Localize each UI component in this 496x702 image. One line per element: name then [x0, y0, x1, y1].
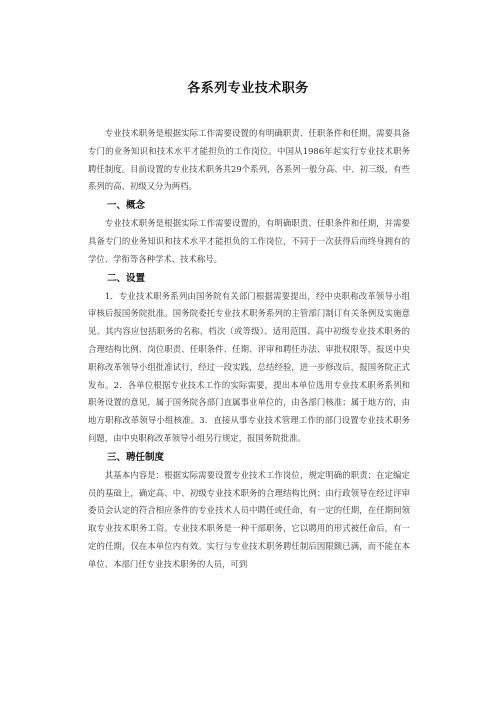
section-paragraph-setup: 1．专业技术职务系列由国务院有关部门根据需要提出，经中央职称改革领导小组审核后报国务院批准。国务院委托专业技术职务系列的主管部门制订有关条例及实施意见。其内容应包括职务的名称、档次（或等级）、适用范围、高中初级专业技术职务的合理结构比例、岗位职责、任职条件、任期、评审和聘任办法、审批权限等，报送中央职称改革领导小组批准试行，经过一段实践，总结经验，进一步修改后，报国务院正式发布。2．各单位根据专业技术工作的实际需要，提出本单位选用专业技术职务系列和职务设置的意见，属于国务院各部门直属事业单位的，由各部门核准；属于地方的，由地方职称改革领导小组核准。3．直接从事专业技术管理工作的部门设置专业技术职务问题，由中央职称改革领导小组另行规定，报国务院批准。	[88, 290, 410, 443]
section-heading-setup: 二、设置	[107, 272, 146, 284]
section-paragraph-concept: 专业技术职务是根据实际工作需要设置的，有明确职责、任职条件和任期，并需要具备专门的业务知识和技术水平才能担负的工作岗位，不同于一次获得后而终身拥有的学位、学衔等各种学术、技术称号。	[88, 218, 410, 264]
section-heading-concept: 一、概念	[107, 200, 146, 212]
section-heading-appointment: 三、聘任制度	[107, 451, 165, 463]
document-title: 各系列专业技术职务	[187, 81, 309, 96]
document-body	[88, 125, 410, 574]
section-paragraph-appointment: 其基本内容是：根据实际需要设置专业技术工作岗位，规定明确的职责；在定编定员的基础上，确定高、中、初级专业技术职务的合理结构比例；由行政领导在经过评审委员会认定的符合相应条件的专业技术人员中聘任或任命，有一定的任期，在任期间领取专业技术职务工资。专业技术职务是一种干部职务，它以聘用的形式被任命后，有一定的任期，仅在本单位内有效。实行与专业技术职务聘任制后因限额已满，而不能在本单位、本部门任专业技术职务的人员，可到	[88, 469, 410, 569]
intro-paragraph: 专业技术职务是根据实际工作需要设置的有明确职责、任职条件和任期，需要具备专门的业务知识和技术水平才能担负的工作岗位。中国从1986年起实行专业技术职务聘任制度。目前设置的专业技术职务共29个系列，各系列一般分高、中、初三级，有些系列的高、初级又分为两档。	[88, 128, 410, 192]
